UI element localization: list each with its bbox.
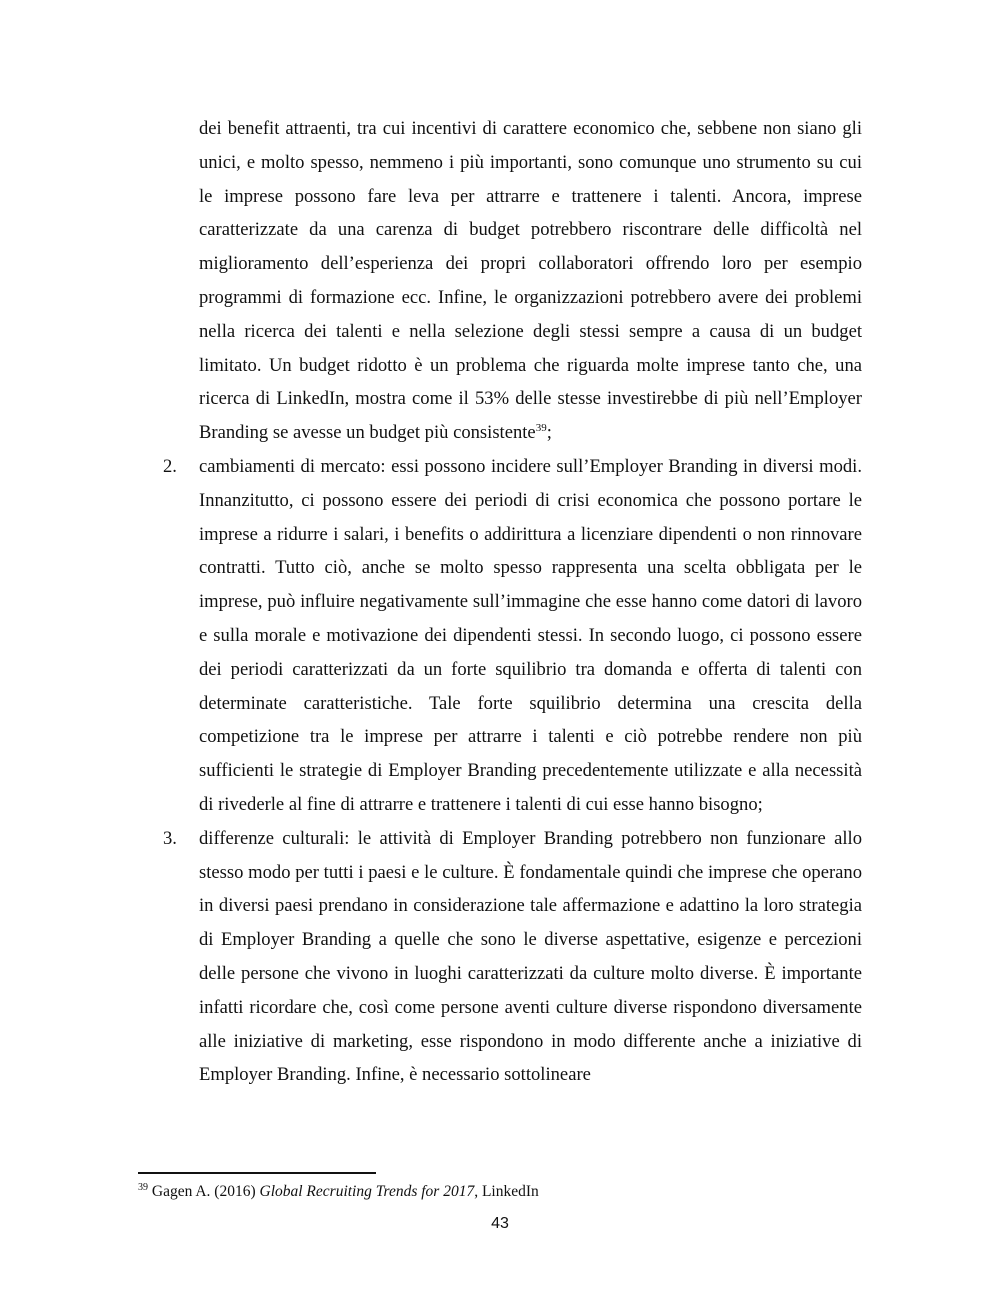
body-text (163, 112, 862, 1092)
list-item-text: cambiamenti di mercato: essi possono incidere sull’Employer Branding in diversi modi. Innanzitutto, ci possono essere dei periodi di crisi economica che possono portare le imprese a ridurre i salari, i benefits o addirittura a licenziare dipendenti o non rinnovare contratti. Tutto ciò, anche se molto spesso rappresenta una scelta obbligata per le imprese, può influire negativamente sull’immagine che esse hanno come datori di lavoro e sulla morale e motivazione dei dipendenti stessi. In secondo luogo, ci possono essere dei periodi caratterizzati da un forte squilibrio tra domanda e offerta di talenti con determinate caratteristiche. Tale forte squilibrio determina una crescita della competizione tra le imprese per attrarre i talenti e ciò potrebbe rendere non più sufficienti le strategie di Employer Branding precedentemente utilizzate e alla necessità di rivederle al fine di attrarre e trattenere i talenti di cui esse hanno bisogno; (199, 455, 862, 815)
footnote-source: , LinkedIn (474, 1183, 539, 1200)
footnote-number: 39 (138, 1181, 148, 1193)
footnote-separator (138, 1172, 376, 1174)
continuation-text: dei benefit attraenti, tra cui incentivi di carattere economico che, sebbene non siano gli unici, e molto spesso, nemmeno i più importanti, sono comunque uno strumento su cui le imprese possono fare leva per attrarre e trattenere i talenti. Ancora, imprese caratterizzate da una carenza di budget potrebbero riscontrare delle difficoltà nel miglioramento dell’esperienza dei propri collaboratori offrendo loro per esempio programmi di formazione ecc. Infine, le organizzazioni potrebbero avere dei problemi nella ricerca dei talenti e nella selezione degli stessi sempre a causa di un budget limitato. Un budget ridotto è un problema che riguarda molte imprese tanto che, una ricerca di LinkedIn, mostra come il 53% delle stesse investirebbe di più nell’Employer Branding se avesse un budget più consistente (199, 118, 862, 444)
footnote (138, 1182, 858, 1202)
footnote-author: Gagen A. (2016) (151, 1183, 256, 1200)
continuation-end: ; (546, 422, 552, 444)
list-item-text: differenze culturali: le attività di Employer Branding potrebbero non funzionare allo stesso modo per tutti i paesi e le culture. È fondamentale quindi che imprese che operano in diversi paesi prendano in considerazione tale affermazione e adattino la loro strategia di Employer Branding a quelle che sono le diverse aspettative, esigenze e percezioni delle persone che vivono in luoghi caratterizzati da culture molto diverse. È importante infatti ricordare che, così come persone aventi culture diverse rispondono diversamente alle iniziative di marketing, esse rispondono in modo differente anche a iniziative di Employer Branding. Infine, è necessario sottolineare (199, 827, 862, 1086)
list-item-number: 2. (163, 455, 177, 477)
list-item-2 (163, 450, 862, 822)
footnote-reference[interactable]: 39 (535, 421, 547, 434)
footnote-title: Global Recruiting Trends for 2017 (259, 1183, 475, 1200)
page-number: 43 (491, 1215, 509, 1232)
list-item-3 (163, 822, 862, 1092)
list-item-number: 3. (163, 827, 177, 849)
list-item-1-continuation (199, 112, 862, 450)
